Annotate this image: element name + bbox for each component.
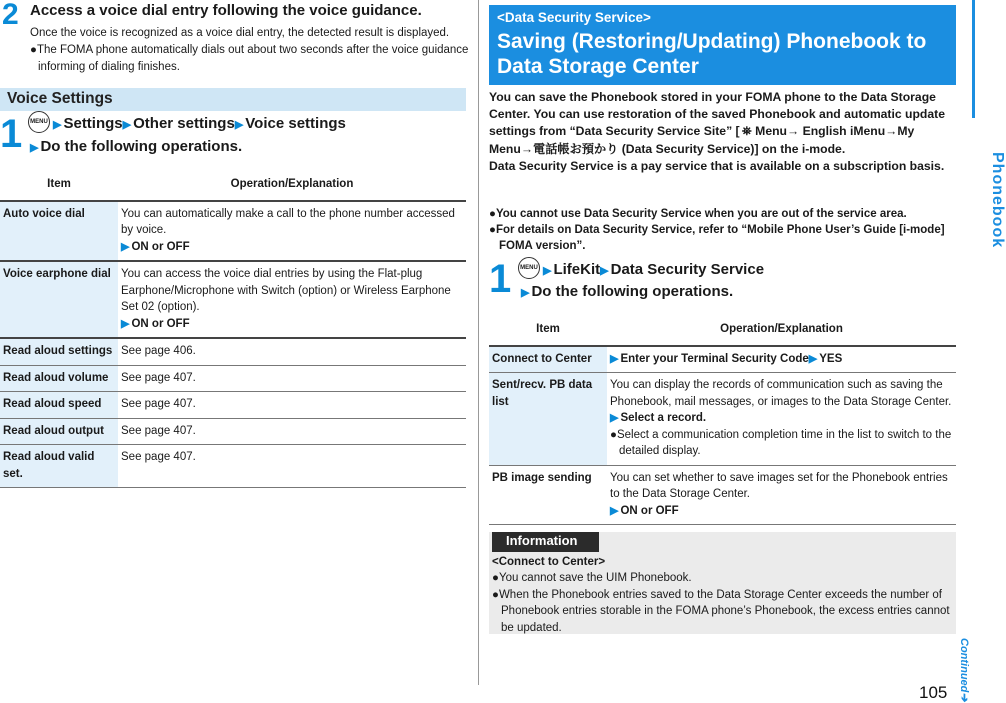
table-row: Auto voice dial You can automatically make a call to the phone number accessed by voice. ▶ ON or OFF <box>0 201 466 262</box>
table-row: Connect to Center ▶ Enter your Terminal Security Code▶ YES <box>489 346 956 373</box>
table-row: Voice earphone dial You can access the voice dial entries by using the Flat-plug Earphone/Microphone with Switch (option) or Wireless Earphone Set 02 (option). ▶ ON or OFF <box>0 261 466 338</box>
voice-settings-table <box>0 171 466 488</box>
step-2-bullet: ●The FOMA phone automatically dials out about two seconds after the voice guidance informing of dialing finishes. <box>30 44 469 73</box>
information-bullet: ●You cannot save the UIM Phonebook. <box>492 572 692 584</box>
step-1-menu-path: MENU ▶ Settings▶ Other settings▶ Voice settings <box>28 113 346 135</box>
banner-tag: <Data Security Service> <box>497 10 651 25</box>
col-header-operation: Operation/Explanation <box>607 316 956 346</box>
step-1-number-right: 1 <box>489 257 512 301</box>
continued-label: Continued➔ <box>958 638 970 702</box>
table-row: Read aloud speed See page 407. <box>0 392 466 419</box>
section-header-voice-settings: Voice Settings <box>0 88 466 111</box>
note-item: ●You cannot use Data Security Service when you are out of the service area. <box>489 208 907 220</box>
step-1-number: 1 <box>0 112 23 156</box>
table-row: PB image sending You can set whether to save images set for the Phonebook entries to the Data Storage Center. ▶ ON or OFF <box>489 465 956 525</box>
note-item: ●For details on Data Security Service, refer to “Mobile Phone User’s Guide [i-mode] FOMA version”. <box>489 224 945 252</box>
arrow-icon: ➔ <box>958 692 970 702</box>
data-security-table <box>489 316 956 525</box>
col-header-item: Item <box>0 171 118 201</box>
notes-list <box>489 206 955 254</box>
table-header <box>0 171 466 201</box>
step-2-body <box>30 25 470 76</box>
step-2-text: Once the voice is recognized as a voice dial entry, the detected result is displayed. <box>30 27 450 39</box>
table-row: Read aloud settings See page 406. <box>0 338 466 365</box>
table-row: Read aloud output See page 407. <box>0 418 466 445</box>
step-1-action: ▶ Do the following operations. <box>30 138 243 155</box>
page-number: 105 <box>919 683 948 702</box>
menu-key-icon: MENU <box>28 111 50 133</box>
banner-title: Saving (Restoring/Updating) Phonebook to Data Storage Center <box>497 30 927 78</box>
information-box <box>489 532 956 634</box>
col-header-item: Item <box>489 316 607 346</box>
data-security-banner <box>489 5 956 85</box>
column-divider <box>478 0 479 685</box>
step-2-number: 2 <box>2 0 19 31</box>
step-2-title: Access a voice dial entry following the voice guidance. <box>30 2 422 19</box>
side-tab-bar <box>972 0 975 118</box>
intro-text: You can save the Phonebook stored in your FOMA phone to the Data Storage Center. You can use restoration of the saved Phonebook and automatic update settings from “Data Security Service Site” [ ⛯ Menu→ English iMenu→My Menu→電話帳お預かり (Data Security Service)] on the i-mode. Data Security Service is a pay service that is available on a subscription basis. <box>489 90 945 173</box>
side-tab-label: Phonebook <box>989 152 1006 249</box>
table-row: Read aloud volume See page 407. <box>0 365 466 392</box>
table-header <box>489 316 956 346</box>
col-header-operation: Operation/Explanation <box>118 171 466 201</box>
step-1-menu-path-right: MENU ▶ LifeKit▶ Data Security Service <box>518 259 764 281</box>
menu-key-icon: MENU <box>518 257 540 279</box>
table-row: Sent/recv. PB data list You can display the records of communication such as saving the Phonebook, mail messages, or images to the Data Storage Center. ▶ Select a record. ●Select a communication completion time in the list to switch to the detailed display. <box>489 373 956 466</box>
information-bullet: ●When the Phonebook entries saved to the Data Storage Center exceeds the number of Phonebook entries storable in the FOMA phone’s Phonebook, the excess entries cannot be updated. <box>492 588 950 634</box>
table-row: Read aloud valid set. See page 407. <box>0 445 466 488</box>
step-1-action-right: ▶ Do the following operations. <box>521 283 734 300</box>
information-label: Information <box>492 532 599 552</box>
information-heading: <Connect to Center> <box>492 555 606 568</box>
